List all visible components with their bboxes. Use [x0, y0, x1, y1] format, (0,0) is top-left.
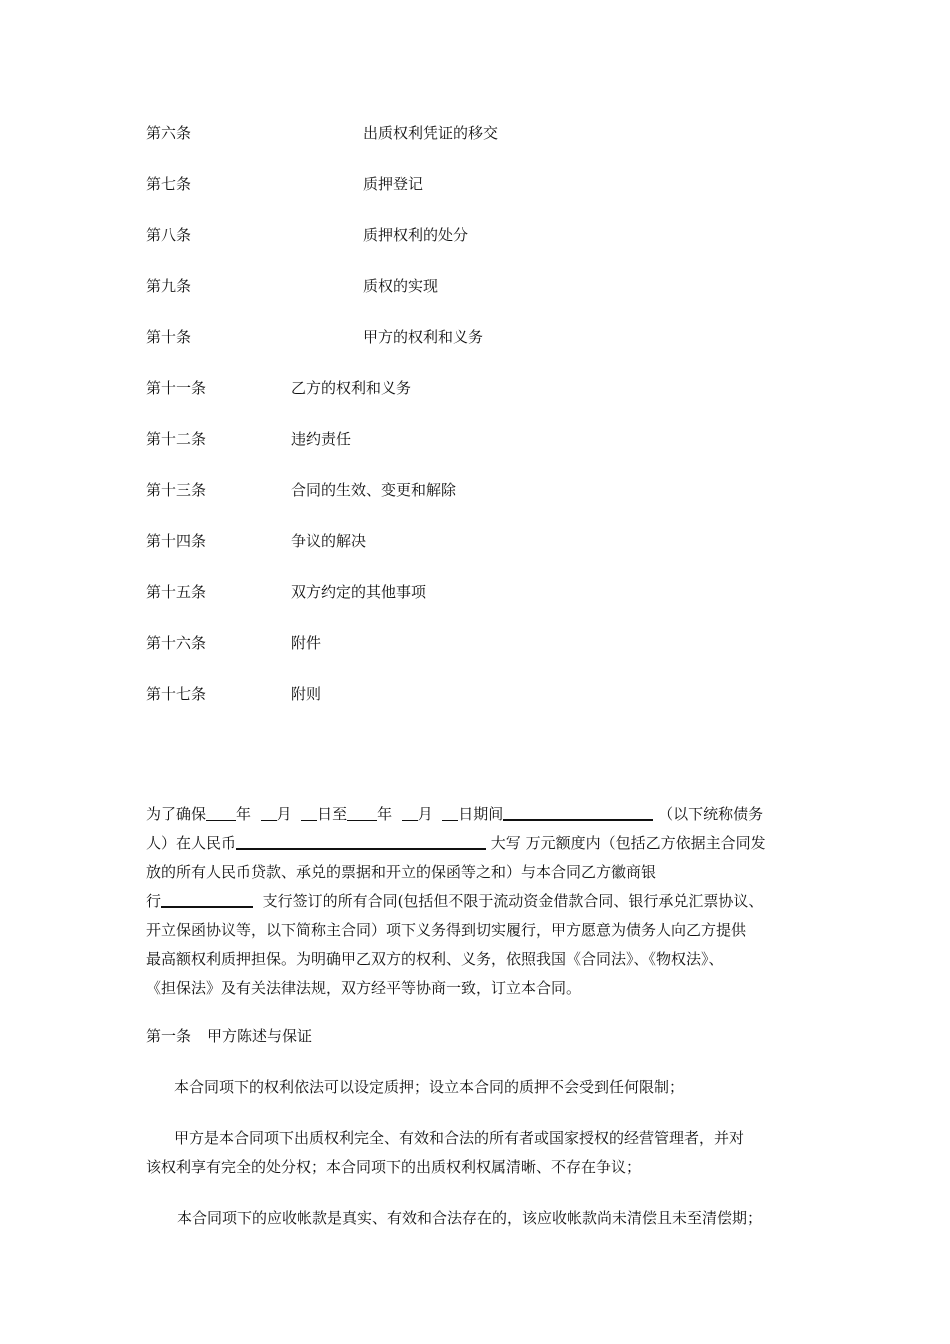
- toc-number: 第十二条: [146, 430, 207, 448]
- toc-title: 质押登记: [363, 175, 424, 193]
- clause-paragraph: [146, 1124, 810, 1182]
- toc-number: 第十条: [146, 328, 192, 346]
- clause-line: 本合同项下的权利依法可以设定质押；设立本合同的质押不会受到任何限制；: [174, 1078, 685, 1096]
- toc-title: 出质权利凭证的移交: [363, 124, 499, 142]
- toc-number: 第六条: [146, 124, 192, 142]
- preamble-text: （以下统称债务: [658, 805, 764, 823]
- preamble-line: 放的所有人民币贷款、承兑的票据和开立的保函等之和）与本合同乙方徽商银: [146, 863, 657, 881]
- toc-number: 第十六条: [146, 634, 207, 652]
- amount-blank: [236, 832, 486, 850]
- year-blank: [206, 804, 236, 821]
- preamble-text: 月: [276, 805, 292, 823]
- preamble-line: [146, 829, 806, 858]
- month-blank: [261, 804, 277, 821]
- toc-number: 第十七条: [146, 685, 207, 703]
- toc-number: 第十五条: [146, 583, 207, 601]
- toc-title: 违约责任: [291, 430, 352, 448]
- preamble-line: 开立保函协议等，以下简称主合同）项下义务得到切实履行，甲方愿意为债务人向乙方提供: [146, 921, 747, 939]
- toc-title: 附则: [291, 685, 322, 703]
- article-heading: [146, 1024, 312, 1048]
- toc-title: 合同的生效、变更和解除: [291, 481, 457, 499]
- clause-line: 该权利享有完全的处分权；本合同项下的出质权利权属清晰、不存在争议；: [146, 1158, 642, 1176]
- preamble-text: 年: [377, 805, 393, 823]
- toc-number: 第九条: [146, 277, 192, 295]
- preamble-line: [146, 800, 806, 829]
- toc-title: 双方约定的其他事项: [291, 583, 427, 601]
- preamble-text: 日至: [317, 805, 348, 823]
- preamble-line: [146, 887, 806, 916]
- preamble-text: 为了确保: [146, 805, 207, 823]
- year-blank: [347, 804, 377, 821]
- toc-number: 第八条: [146, 226, 192, 244]
- clause-paragraph: [174, 1073, 838, 1102]
- month-blank: [402, 804, 418, 821]
- toc-title: 质押权利的处分: [363, 226, 469, 244]
- bank-branch-blank: [161, 890, 253, 908]
- toc-number: 第十四条: [146, 532, 207, 550]
- toc-title: 甲方的权利和义务: [363, 328, 484, 346]
- toc-number: 第七条: [146, 175, 192, 193]
- toc-title: 争议的解决: [291, 532, 367, 550]
- day-blank: [301, 804, 317, 821]
- preamble-text: 支行签订的所有合同(包括但不限于流动资金借款合同、银行承兑汇票协议、: [262, 892, 764, 910]
- preamble-line: 最高额权利质押担保。为明确甲乙双方的权利、义务，依照我国《合同法》、《物权法》、: [146, 950, 724, 968]
- article-title: 甲方陈述与保证: [207, 1027, 313, 1045]
- preamble-text: 人）在人民币: [146, 834, 237, 852]
- clause-line: 本合同项下的应收帐款是真实、有效和合法存在的，该应收帐款尚未清偿且未至清偿期；: [177, 1209, 763, 1227]
- preamble-line: 《担保法》及有关法律法规，双方经平等协商一致，订立本合同。: [146, 979, 582, 997]
- preamble-paragraph: [146, 800, 806, 1003]
- preamble-text: 年: [236, 805, 252, 823]
- debtor-blank: [503, 803, 653, 821]
- article-number: 第一条: [146, 1027, 192, 1045]
- toc-number: 第十一条: [146, 379, 207, 397]
- day-blank: [442, 804, 458, 821]
- preamble-text: 月: [417, 805, 433, 823]
- clause-line: 甲方是本合同项下出质权利完全、有效和合法的所有者或国家授权的经营管理者，并对: [174, 1129, 745, 1147]
- toc-title: 乙方的权利和义务: [291, 379, 412, 397]
- preamble-text: 行: [146, 892, 162, 910]
- preamble-text: 大写 万元额度内（包括乙方依据主合同发: [490, 834, 766, 852]
- preamble-text: 日期间: [458, 805, 504, 823]
- toc-title: 质权的实现: [363, 277, 439, 295]
- toc-title: 附件: [291, 634, 322, 652]
- clause-paragraph: [177, 1204, 841, 1233]
- toc-number: 第十三条: [146, 481, 207, 499]
